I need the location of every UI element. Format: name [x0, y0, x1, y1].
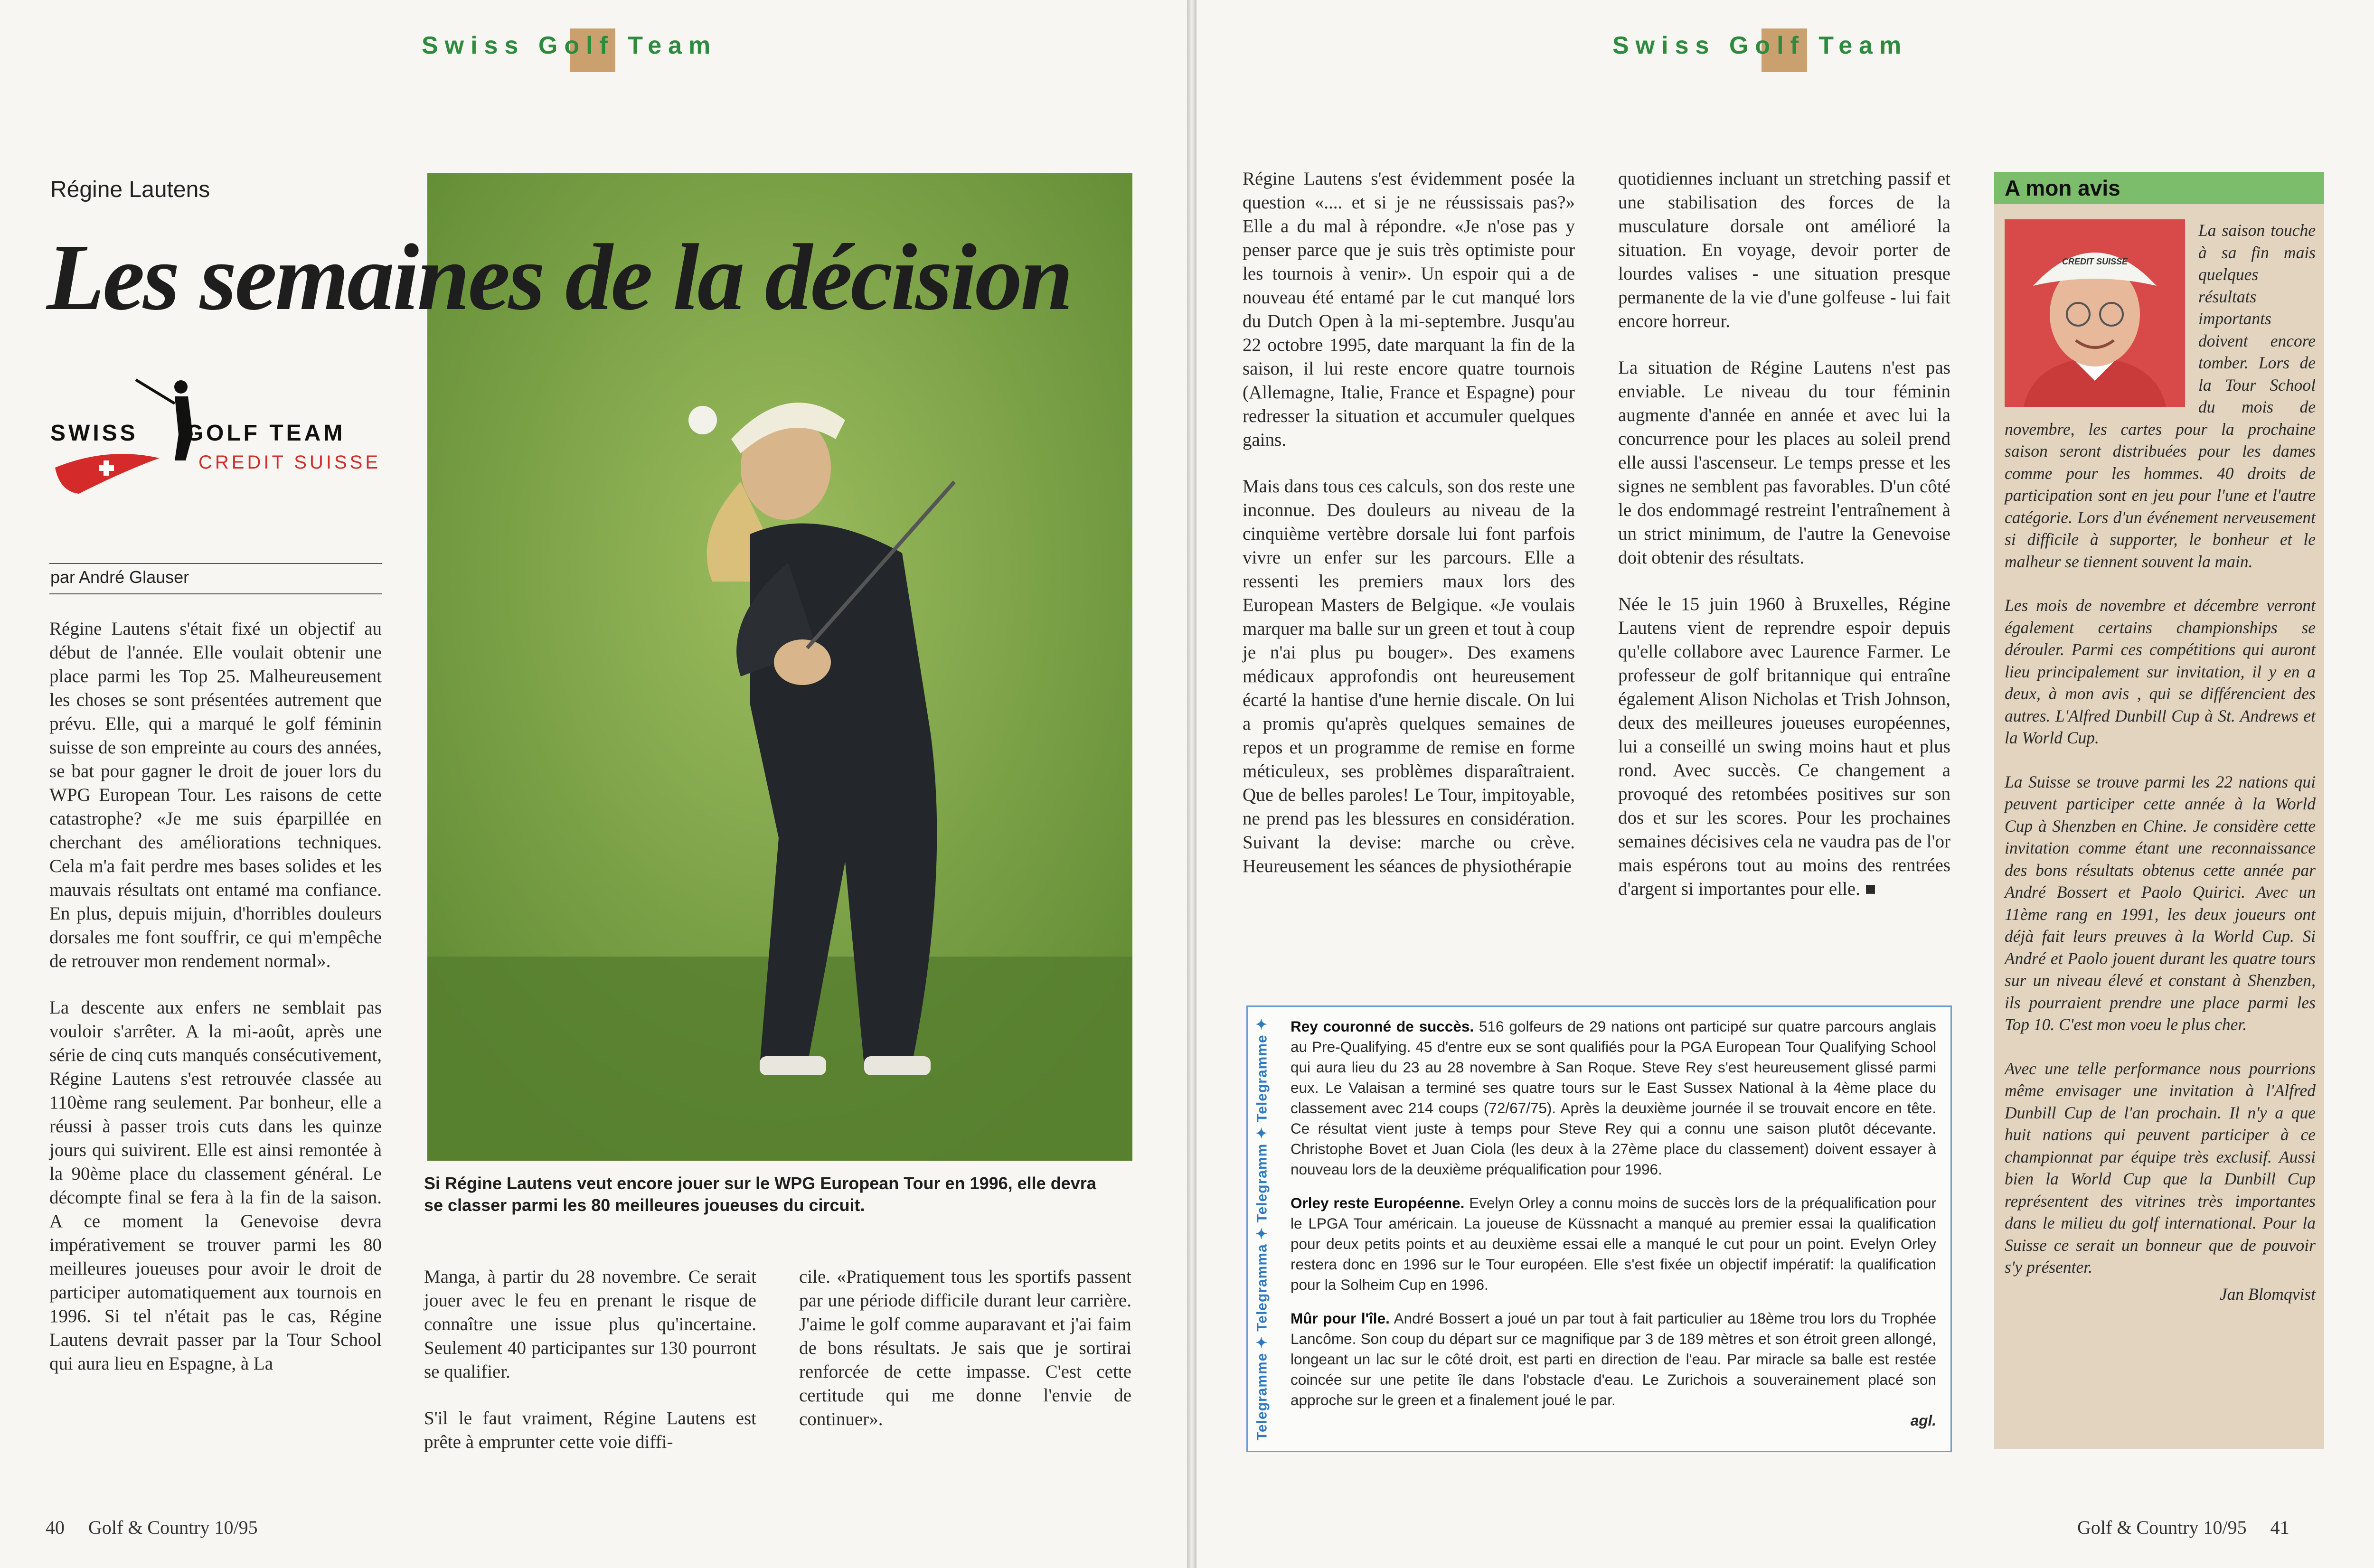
paragraph: Née le 15 juin 1960 à Bruxelles, Régine Lautens vient de reprendre espoir depuis qu'elle collabore avec Laurence Farmer. Le professeur de golf britannique qui entraîne également Alison Nicholas et Trish Johnson, deux des meilleures joueuses européennes, lui a conseillé un swing moins haut et plus rond. Avec succès. Ce changement a provoqué des retombées positives sur son dos et sur les scores. Pour les prochaines semaines décisives cela ne vaudra pas de l'or mais espérons tout au moins des rentrées d'argent si importantes pour elle. ■	[1618, 594, 1950, 899]
paragraph: La situation de Régine Lautens n'est pas enviable. Le niveau du tour féminin augmente d'année en année et avec lui la concurrence pour les places au soleil prend elle aussi l'ascenseur. Le temps presse et les signes ne semblent pas favorables. D'un côté le dos endommagé restreint l'entraînement à un strict minimum, de l'autre la Genevoise doit obtenir des résultats.	[1618, 357, 1950, 568]
cap-text: CREDIT SUISSE	[2062, 257, 2128, 266]
paragraph: S'il le faut vraiment, Régine Lautens est prête à emprunter cette voie diffi-	[424, 1408, 756, 1452]
photo-caption: Si Régine Lautens veut encore jouer sur le WPG European Tour en 1996, elle devra se classer parmi les 80 meilleures joueuses du circuit.	[424, 1174, 1096, 1215]
telegram-item: Orley reste Européenne. Evelyn Orley a connu moins de succès lors de la préqualification pour le LPGA Tour américain. La joueuse de Küssnacht a manqué au premier essai la qualification pour deux petits points et au deuxième essai elle a manqué le cut pour un point. Evelyn Orley restera donc en 1996 sur le Tour européen. Elle s'est fixée un objectif impératif: la qualification pour la Solheim Cup en 1996.	[1291, 1194, 1936, 1293]
paragraph: La saison touche à sa fin mais quelques résultats importants doivent encore tomber. Lors de la Tour School du mois de novembre, les cartes pour la prochaine saison seront distribuées pour les dames comme pour les hommes. 40 droits de participation sont en jeu pour l'une et l'autre catégorie. Lors d'un événement nerveusement si difficile à supporter, le bonheur et le malheur se tiennent souvent la main.	[2005, 221, 2316, 571]
paragraph: Régine Lautens s'est évidemment posée la question «.... et si je ne réussissais pas?» Elle a du mal à répondre. «Je n'ose pas y penser parce que je suis très optimiste pour les tournois à venir». Un espoir qui a de nouveau été entamé par le cut manqué lors du Dutch Open à la mi-septembre. Jusqu'au 22 octobre 1995, date marquant la fin de la saison, il lui reste encore quatre tournois (Allemagne, Italie, France et Espagne) pour redresser la situation et accumuler quelques gains.	[1243, 169, 1575, 450]
sidebar-title: A mon avis	[1994, 172, 2324, 204]
page-gutter	[1187, 0, 1196, 1568]
telegram-signature: agl.	[1910, 1412, 1936, 1429]
paragraph: Les mois de novembre et décembre verront également certains championships se dérouler. Parmi ces compétitions qui auront lieu principalement sur invitation, il y en a deux, à mon avis , qui se différencient des autres. L'Alfred Dunbill Cup à St. Andrews et la World Cup.	[2005, 596, 2316, 747]
paragraph: La Suisse se trouve parmi les 22 nations qui peuvent participer cette année à la World Cup à Shenzben en Chine. Je considère cette invitation comme étant une reconnaissance des bons résultats obtenus cette année par André Bossert et Paolo Quirici. Avec un 11ème rang en 1991, les deux joueurs ont déjà fait leurs preuves à la World Cup. Si André et Paolo jouent durant les quatre tours sur un niveau élevé et constant à Shenzben, ils pourraient prendre une place parmi les Top 10. C'est mon voeu le plus cher.	[2005, 772, 2316, 1034]
right-column-1	[1243, 167, 1575, 901]
logo-swiss: SWISS	[50, 421, 138, 446]
byline: par André Glauser	[50, 567, 189, 587]
footer-right: Golf & Country 10/95 41	[2077, 1517, 2289, 1538]
telegram-text	[1291, 1016, 1936, 1431]
footer-left: 40 Golf & Country 10/95	[46, 1517, 258, 1538]
left-column-2	[424, 1265, 756, 1477]
paragraph: quotidiennes incluant un stretching passif et une stabilisation des forces de la musculature dorsale ont amélioré la situation. En voyage, devoir porter de lourdes valises - une situation presque permanente de la vie d'une golfeuse - lui fait encore horreur.	[1618, 169, 1950, 331]
telegram-box	[1246, 1005, 1952, 1452]
article-title: Les semaines de la décision	[47, 225, 1072, 330]
logo-golf-team: GOLF TEAM	[185, 421, 346, 446]
right-column-2	[1618, 167, 1950, 924]
sidebar-text	[2005, 219, 2316, 1305]
telegram-vertical-label: Telegramme ✦ Telegramma ✦ Telegramm ✦ Telegramme ✦	[1254, 1017, 1270, 1440]
paragraph: Manga, à partir du 28 novembre. Ce serait jouer avec le feu en prenant le risque de connaître une issue plus qu'incertaine. Seulement 40 participantes sur 130 pourront se qualifier.	[424, 1267, 756, 1382]
paragraph: Mais dans tous ces calculs, son dos reste une inconnue. Des douleurs au niveau de la cinquième vertèbre dorsale lui font parfois vivre un enfer sur les parcours. Elle a ressenti les premiers maux lors des European Masters de Belgique. «Je voulais marquer ma balle sur un green et tout à coup je n'ai plus pu bouger». Des examens médicaux approfondis ont heureusement écarté la hantise d'une hernie discale. On lui a promis qu'après quelques semaines de repos et un programme de remise en forme méticuleux, ses problèmes disparaîtraient. Que de belles paroles! Le Tour, impitoyable, ne prend pas les blessures en considération. Suivant la devise: marche ou crève. Heureusement les séances de physiothérapie	[1243, 476, 1575, 876]
header-right: Swiss Golf Team	[1612, 32, 1908, 59]
telegram-item: Rey couronné de succès. 516 golfeurs de 29 nations ont participé sur quatre parcours anglais au Pre-Qualifying. 45 d'entre eux se sont qualifiés pour la PGA European Tour Qualifying School qui aura lieu du 23 au 28 novembre à San Roque. Steve Rey s'est heureusement glissé parmi eux. Le Valaisan a terminé ses quatre tours sur le East Sussex National à la 4ème place du classement avec 214 coups (72/67/75). Après la deuxième journée il se trouvait encore en tête. Ce résultat vient juste à temps pour Steve Rey qui a connu une saison plutôt décevante. Christophe Bovet et Juan Ciola (les deux à la 27ème place du classement) doivent essayer à nouveau lors de la deuxième préqualification pour 1996.	[1291, 1018, 1936, 1178]
opinion-sidebar	[1994, 172, 2324, 1449]
paragraph: La descente aux enfers ne semblait pas vouloir s'arrêter. A la mi-août, après une série de cinq cuts manqués consécutivement, Régine Lautens s'est retrouvée classée au 110ème rang seulement. Par bonheur, elle a réussi à passer trois cuts dans les quinze jours qui suivirent. Elle est ainsi remontée à la 90ème place du classement général. Le décompte final se fera à la fin de la saison. A ce moment la Genevoise devra impérativement se trouver parmi les 80 meilleures joueuses pour avoir le droit de participer automatiquement aux tournois en 1996. Si tel n'était pas le cas, Régine Lautens devrait passer par la Tour School qui aura lieu en Espagne, à La	[49, 997, 382, 1374]
paragraph: Avec une telle performance nous pourrions même envisager une invitation à l'Alfred Dunbill Cup de l'an prochain. Il n'y a que huit nations qui peuvent participer à ce championnat par équipe très exclusif. Aussi bien la World Cup que la Dunbill Cup représentent des vitrines très importantes dans le milieu du golf international. Pour la Suisse ce serait un bonneur que de pouvoir s'y présenter.	[2005, 1059, 2316, 1277]
byline-rule-top	[49, 563, 382, 564]
paragraph: Régine Lautens s'était fixé un objectif au début de l'année. Elle voulait obtenir une place parmi les Top 25. Malheureusement les choses se sont présentées autrement que prévu. Elle, qui a marqué le golf féminin suisse de son empreinte au cours des années, se bat pour gagner le droit de jouer lors du WPG European Tour. Les raisons de cette catastrophe? «Je me suis éparpillée en cherchant des améliorations techniques. Cela m'a fait perdre mes bases solides et les mauvais résultats ont entamé ma confiance. En plus, depuis mijuin, d'horribles douleurs dorsales me font souffrir, ce qui m'empêche de retrouver mon rendement normal».	[49, 619, 382, 971]
byline-rule-bottom	[49, 593, 382, 594]
telegram-item: Mûr pour l'île. André Bossert a joué un par tout à fait particulier au 18ème trou lors du Trophée Lancôme. Son coup du départ sur ce magnifique par 3 de 189 mètres et son étroit green allongé, longeant un lac sur le côté droit, est parti en direction de l'eau. Par miracle sa balle est restée coincée sur une petite île dans l'obstacle d'eau. Le Zurichois a souverainement placé son approche sur le green et a finalement joué le par.	[1291, 1310, 1936, 1408]
header-left: Swiss Golf Team	[422, 32, 717, 59]
left-column-3	[799, 1265, 1131, 1454]
swiss-golf-team-logo	[50, 375, 392, 498]
columnist-portrait	[2005, 219, 2185, 407]
author-name: Régine Lautens	[50, 177, 210, 202]
sidebar-signature: Jan Blomqvist	[2219, 1284, 2316, 1304]
portrait-illustration	[2005, 219, 2185, 407]
logo-credit-suisse: CREDIT SUISSE	[198, 452, 381, 473]
paragraph: cile. «Pratiquement tous les sportifs passent par une période difficile durant leur carrière. J'aime le golf comme auparavant et j'ai faim de bons résultats. Je sais que je sortirai renforcée de cette impasse. C'est cette certitude qui me donne l'envie de continuer».	[799, 1267, 1131, 1429]
left-column-1	[49, 617, 382, 1399]
